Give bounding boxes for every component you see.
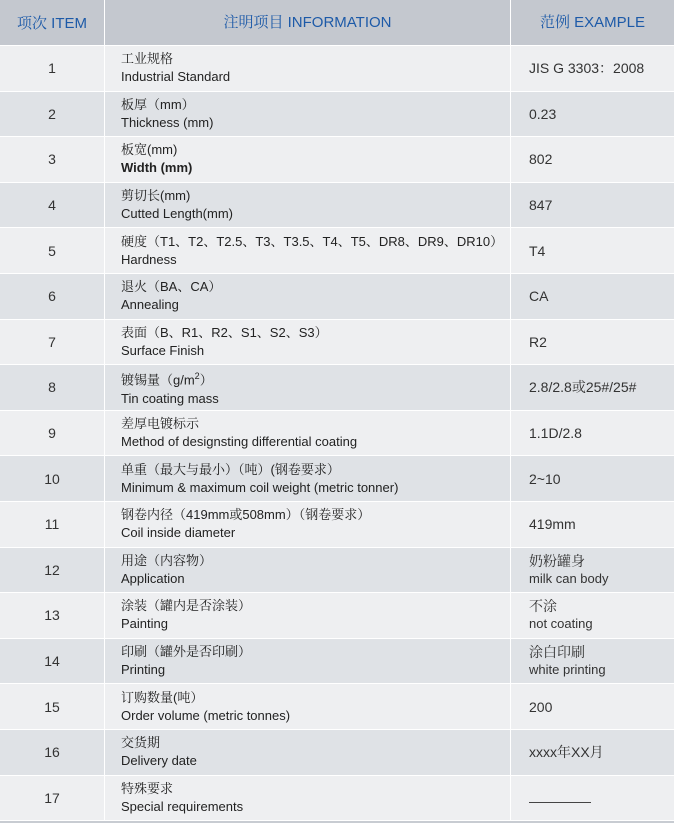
table-row xyxy=(0,456,674,502)
row-information xyxy=(105,639,511,684)
row-example-value: R2 xyxy=(529,333,547,350)
table-row xyxy=(0,228,674,274)
row-number: 5 xyxy=(0,228,105,273)
row-example xyxy=(511,228,674,273)
row-example xyxy=(511,593,674,638)
row-example-value: T4 xyxy=(529,242,546,259)
row-label-en: Annealing xyxy=(121,297,179,313)
row-label-en: Width (mm) xyxy=(121,160,193,176)
row-label-zh: 特殊要求 xyxy=(121,780,174,796)
row-label-en: Hardness xyxy=(121,251,177,267)
row-label-zh: 差厚电镀标示 xyxy=(121,416,200,432)
row-number: 3 xyxy=(0,137,105,182)
row-information xyxy=(105,46,511,91)
row-number: 16 xyxy=(0,730,105,775)
table-row xyxy=(0,593,674,639)
row-number: 1 xyxy=(0,46,105,91)
row-example xyxy=(511,776,674,821)
row-label-en: Minimum & maximum coil weight (metric tonner) xyxy=(121,479,399,495)
row-information xyxy=(105,365,511,410)
row-label-en: Tin coating mass xyxy=(121,390,219,406)
table-row xyxy=(0,137,674,183)
row-label-en: Method of designsting differential coating xyxy=(121,434,358,450)
row-information xyxy=(105,228,511,273)
table-row xyxy=(0,776,674,822)
row-label-zh-tail: ） xyxy=(199,372,213,388)
row-number: 10 xyxy=(0,456,105,501)
row-example xyxy=(511,46,674,91)
row-number: 13 xyxy=(0,593,105,638)
row-information xyxy=(105,730,511,775)
row-example xyxy=(511,365,674,410)
row-example xyxy=(511,183,674,228)
row-example-subvalue: not coating xyxy=(529,616,593,632)
row-label-en: Surface Finish xyxy=(121,342,205,358)
row-example-value: xxxx年XX月 xyxy=(529,744,604,761)
row-number: 2 xyxy=(0,92,105,137)
table-row xyxy=(0,548,674,594)
row-label-zh-sup: 2 xyxy=(194,371,200,382)
row-label-en: Coil inside diameter xyxy=(121,525,236,541)
row-example xyxy=(511,274,674,319)
row-number: 6 xyxy=(0,274,105,319)
row-number: 8 xyxy=(0,365,105,410)
table-row xyxy=(0,365,674,411)
row-information xyxy=(105,593,511,638)
row-information xyxy=(105,502,511,547)
row-example xyxy=(511,456,674,501)
row-example xyxy=(511,548,674,593)
header-item: 项次 ITEM xyxy=(0,0,105,45)
row-number: 9 xyxy=(0,411,105,456)
row-label-zh: 板厚（mm） xyxy=(121,96,195,112)
header-example: 范例 EXAMPLE xyxy=(539,13,646,31)
row-number: 11 xyxy=(0,502,105,547)
row-example xyxy=(511,730,674,775)
row-example-value: 2~10 xyxy=(529,470,561,487)
header-information: 注明项目 INFORMATION xyxy=(105,0,511,45)
table-row xyxy=(0,46,674,92)
table-row xyxy=(0,684,674,730)
row-example-value: JIS G 3303：2008 xyxy=(529,60,645,77)
row-example-value: 1.1D/2.8 xyxy=(529,425,582,442)
row-label-en: Order volume (metric tonnes) xyxy=(121,707,291,723)
row-label-zh: 交货期 xyxy=(121,735,161,751)
row-information xyxy=(105,411,511,456)
row-label-zh: 钢卷内径（419mm或508mm）（钢卷要求） xyxy=(121,507,371,523)
row-information xyxy=(105,776,511,821)
row-example-value: 200 xyxy=(529,698,553,715)
row-information xyxy=(105,548,511,593)
row-information xyxy=(105,320,511,365)
row-label-en: Application xyxy=(121,570,185,586)
row-example xyxy=(511,502,674,547)
row-label-zh: 表面（B、R1、R2、S1、S2、S3） xyxy=(121,324,328,340)
row-information xyxy=(105,274,511,319)
row-label-zh: 涂装（罐内是否涂装） xyxy=(121,598,252,614)
row-information xyxy=(105,137,511,182)
row-label-zh: 印刷（罐外是否印刷） xyxy=(121,644,252,660)
table-row xyxy=(0,411,674,457)
row-number: 12 xyxy=(0,548,105,593)
row-example xyxy=(511,684,674,729)
row-number: 7 xyxy=(0,320,105,365)
row-example xyxy=(511,92,674,137)
row-example-value: 涂白印刷 xyxy=(529,644,585,661)
row-example-value: 419mm xyxy=(529,516,576,533)
table-row xyxy=(0,92,674,138)
row-label-en: Thickness (mm) xyxy=(121,114,214,130)
row-example-subvalue: white printing xyxy=(529,662,606,678)
row-number: 14 xyxy=(0,639,105,684)
table-row xyxy=(0,730,674,776)
row-example-subvalue: milk can body xyxy=(529,570,609,586)
row-label-zh: 板宽(mm) xyxy=(121,142,178,158)
row-label-zh: 订购数量(吨） xyxy=(121,689,204,705)
row-example xyxy=(511,137,674,182)
blank-line xyxy=(529,793,591,803)
table-row xyxy=(0,274,674,320)
row-label-en: Printing xyxy=(121,662,166,678)
row-example-value: 奶粉罐身 xyxy=(529,552,585,569)
row-label-en: Industrial Standard xyxy=(121,69,231,85)
row-label-zh: 退火（BA、CA） xyxy=(121,279,222,295)
row-label-zh: 硬度（T1、T2、T2.5、T3、T3.5、T4、T5、DR8、DR9、DR10） xyxy=(121,233,504,249)
row-example-value: 802 xyxy=(529,151,553,168)
row-number: 17 xyxy=(0,776,105,821)
row-label-zh: 剪切长(mm) xyxy=(121,188,191,204)
row-label-zh: 工业规格 xyxy=(121,51,174,67)
row-information xyxy=(105,456,511,501)
row-label-en: Special requirements xyxy=(121,798,244,814)
row-example-value: 847 xyxy=(529,197,553,214)
row-label-en: Painting xyxy=(121,616,168,632)
row-label-zh: 单重（最大与最小）（吨）(钢卷要求） xyxy=(121,461,340,477)
table-row xyxy=(0,320,674,366)
row-number: 15 xyxy=(0,684,105,729)
row-example xyxy=(511,320,674,365)
row-label-en: Cutted Length(mm) xyxy=(121,206,233,222)
table-header-row xyxy=(0,0,674,46)
row-information xyxy=(105,92,511,137)
row-information xyxy=(105,183,511,228)
row-example-value: 不涂 xyxy=(529,598,557,615)
table-row xyxy=(0,502,674,548)
row-label-zh-main: 镀锡量（g/m xyxy=(121,372,195,388)
row-label-zh xyxy=(121,367,510,389)
row-example-value: CA xyxy=(529,288,549,305)
row-example-value: 0.23 xyxy=(529,105,557,122)
row-label-en: Delivery date xyxy=(121,753,197,769)
table-row xyxy=(0,183,674,229)
row-label-zh: 用途（内容物） xyxy=(121,552,213,568)
row-example xyxy=(511,411,674,456)
row-example xyxy=(511,639,674,684)
row-example-value: 2.8/2.8或25#/25# xyxy=(529,379,637,396)
table-row xyxy=(0,639,674,685)
row-information xyxy=(105,684,511,729)
row-number: 4 xyxy=(0,183,105,228)
